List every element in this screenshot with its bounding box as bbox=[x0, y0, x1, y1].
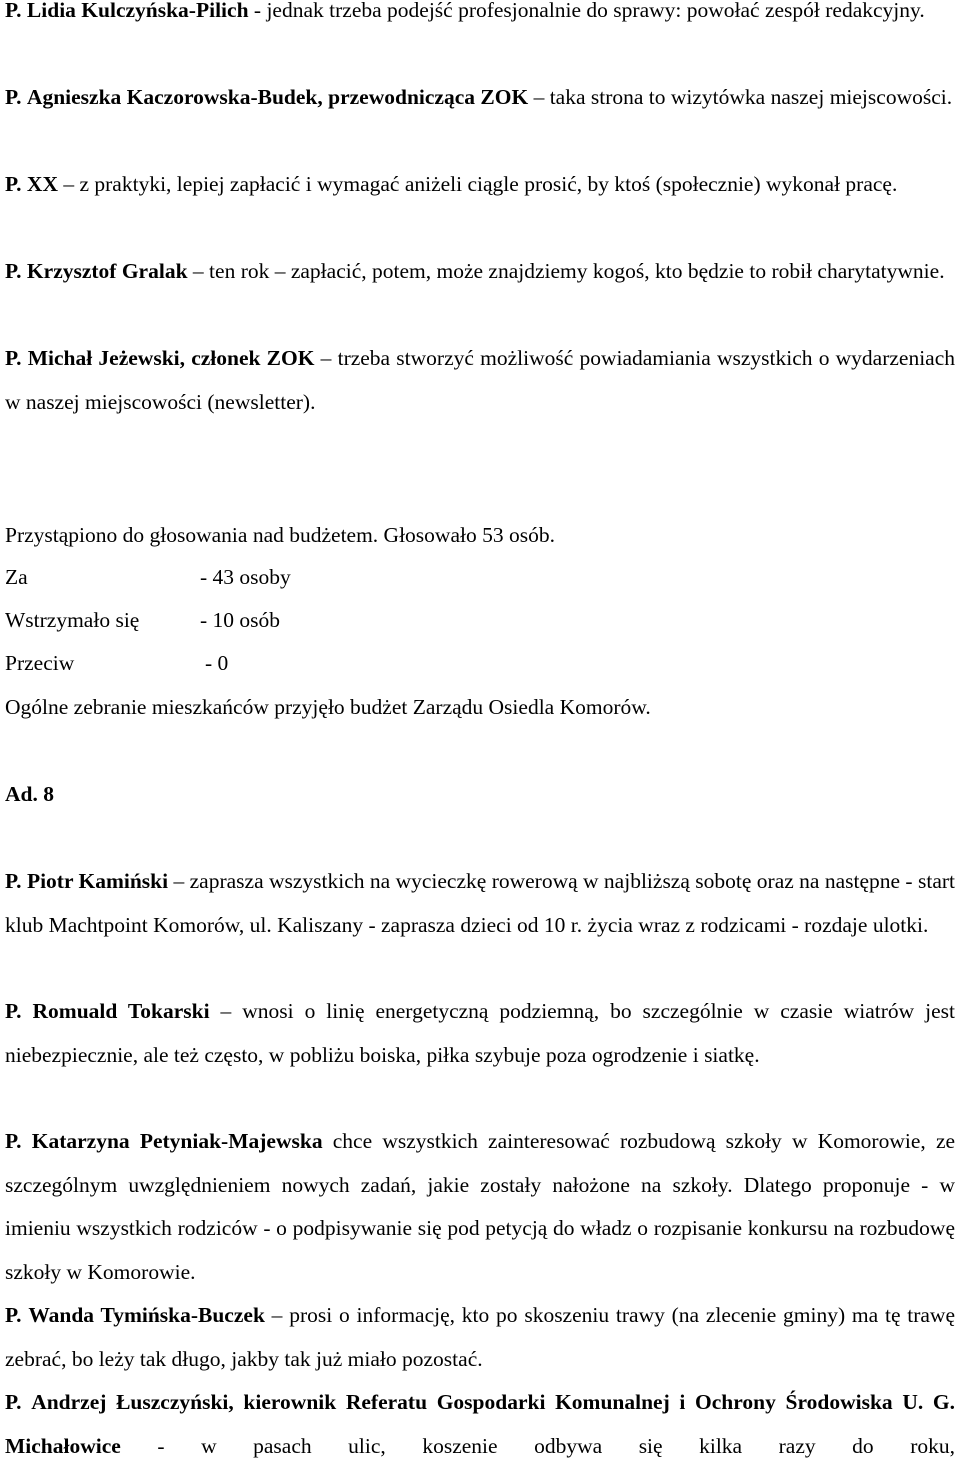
statement-text: jednak trzeba podejść profesjonalnie do sprawy: powołać zespół redakcyjny. bbox=[266, 0, 925, 22]
statement-paragraph bbox=[5, 990, 955, 1077]
statement-text: trzeba stworzyć możliwość powiadamiania wszystkich o wydarzeniach w naszej miejscowości (newsletter). bbox=[5, 346, 956, 414]
separator bbox=[323, 1129, 333, 1153]
speaker-name: XX bbox=[26, 172, 58, 196]
vote-intro: Przystąpiono do głosowania nad budżetem. Głosowało 53 osób. bbox=[5, 523, 555, 547]
statement-paragraph bbox=[5, 163, 955, 207]
vote-row-for bbox=[5, 556, 291, 599]
speaker-name: Andrzej Łuszczyński, kierownik Referatu Gospodarki Komunalnej i Ochrony Środowiska U. G. Michałowice bbox=[5, 1390, 955, 1458]
separator: - bbox=[120, 1433, 202, 1458]
separator: – bbox=[209, 999, 243, 1023]
vote-value: - 43 osoby bbox=[200, 565, 291, 589]
section-heading: Ad. 8 bbox=[5, 782, 54, 806]
speaker-prefix: P. bbox=[5, 172, 22, 196]
speaker-prefix: P. bbox=[5, 1390, 22, 1414]
statement-paragraph bbox=[5, 1120, 955, 1294]
speaker-name: Wanda Tymińska-Buczek bbox=[28, 1303, 265, 1327]
statement-paragraph bbox=[5, 1381, 955, 1468]
statement-paragraph bbox=[5, 337, 955, 424]
vote-value: - 10 osób bbox=[200, 608, 281, 632]
statement-text: taka strona to wizytówka naszej miejscowości. bbox=[549, 85, 953, 109]
statement-paragraph bbox=[5, 76, 955, 120]
speaker-name: Krzysztof Gralak bbox=[26, 259, 188, 283]
speaker-prefix: P. bbox=[5, 0, 22, 22]
separator: – bbox=[57, 172, 80, 196]
vote-result: Ogólne zebranie mieszkańców przyjęło budżet Zarządu Osiedla Komorów. bbox=[5, 695, 651, 719]
speaker-name: Romuald Tokarski bbox=[32, 999, 210, 1023]
vote-label: Wstrzymało się bbox=[5, 608, 140, 632]
separator: - bbox=[248, 0, 267, 22]
speaker-prefix: P. bbox=[5, 869, 22, 893]
statement-text: wnosi o linię energetyczną podziemną, bo szczególnie w czasie wiatrów jest niebezpiecznie, ale też często, w pobliżu boiska, piłka szybuje poza ogrodzenie i siatkę. bbox=[5, 999, 956, 1067]
vote-label: Przeciw bbox=[5, 651, 75, 675]
separator: – bbox=[528, 85, 550, 109]
separator: – bbox=[168, 869, 190, 893]
speaker-prefix: P. bbox=[5, 1129, 22, 1153]
vote-row-against bbox=[5, 642, 229, 685]
speaker-prefix: P. bbox=[5, 1303, 22, 1327]
statement-paragraph bbox=[5, 860, 955, 947]
statement-text: chce wszystkich zainteresować rozbudową szkoły w Komorowie, ze szczególnym uwzględnieniem nowych zadań, jakie zostały nałożone na szkoły. Dlatego proponuje - w imieniu wszystkich rodziców - o podpisywanie się pod petycją do władz o rozpisanie konkursu na rozbudowę szkoły w Komorowie. bbox=[5, 1129, 956, 1284]
statement-text: zaprasza wszystkich na wycieczkę rowerową w najbliższą sobotę oraz na następne - start klub Machtpoint Komorów, ul. Kaliszany - zaprasza dzieci od 10 r. życia wraz z rodzicami - rozdaje ulotki. bbox=[5, 869, 955, 937]
statement-text: ten rok – zapłacić, potem, może znajdziemy kogoś, kto będzie to robił charytatywnie. bbox=[209, 259, 945, 283]
statement-text: z praktyki, lepiej zapłacić i wymagać aniżeli ciągle prosić, by ktoś (społecznie) wykonał pracę. bbox=[79, 172, 898, 196]
speaker-name: Katarzyna Petyniak-Majewska bbox=[31, 1129, 323, 1153]
vote-row-abstain bbox=[5, 599, 281, 642]
statement-paragraph bbox=[5, 1294, 955, 1381]
statement-paragraph bbox=[5, 0, 955, 33]
speaker-prefix: P. bbox=[5, 346, 22, 370]
statement-text: prosi o informację, kto po skoszeniu trawy (na zlecenie gminy) ma tę trawę zebrać, bo leży tak długo, jakby tak już miało pozostać. bbox=[5, 1303, 956, 1371]
speaker-prefix: P. bbox=[5, 999, 22, 1023]
speaker-name: Michał Jeżewski, członek ZOK bbox=[27, 346, 315, 370]
separator: – bbox=[314, 346, 338, 370]
speaker-name: Agnieszka Kaczorowska-Budek, przewodnicząca ZOK bbox=[26, 85, 529, 109]
speaker-prefix: P. bbox=[5, 85, 22, 109]
separator: – bbox=[264, 1303, 290, 1327]
speaker-name: Lidia Kulczyńska-Pilich bbox=[26, 0, 249, 22]
speaker-prefix: P. bbox=[5, 259, 22, 283]
vote-value: - 0 bbox=[205, 651, 229, 675]
vote-label: Za bbox=[5, 565, 28, 589]
separator: – bbox=[187, 259, 210, 283]
speaker-name: Piotr Kamiński bbox=[26, 869, 169, 893]
statement-text: w pasach ulic, koszenie odbywa się kilka razy do roku, bbox=[201, 1433, 955, 1458]
statement-paragraph bbox=[5, 250, 955, 294]
